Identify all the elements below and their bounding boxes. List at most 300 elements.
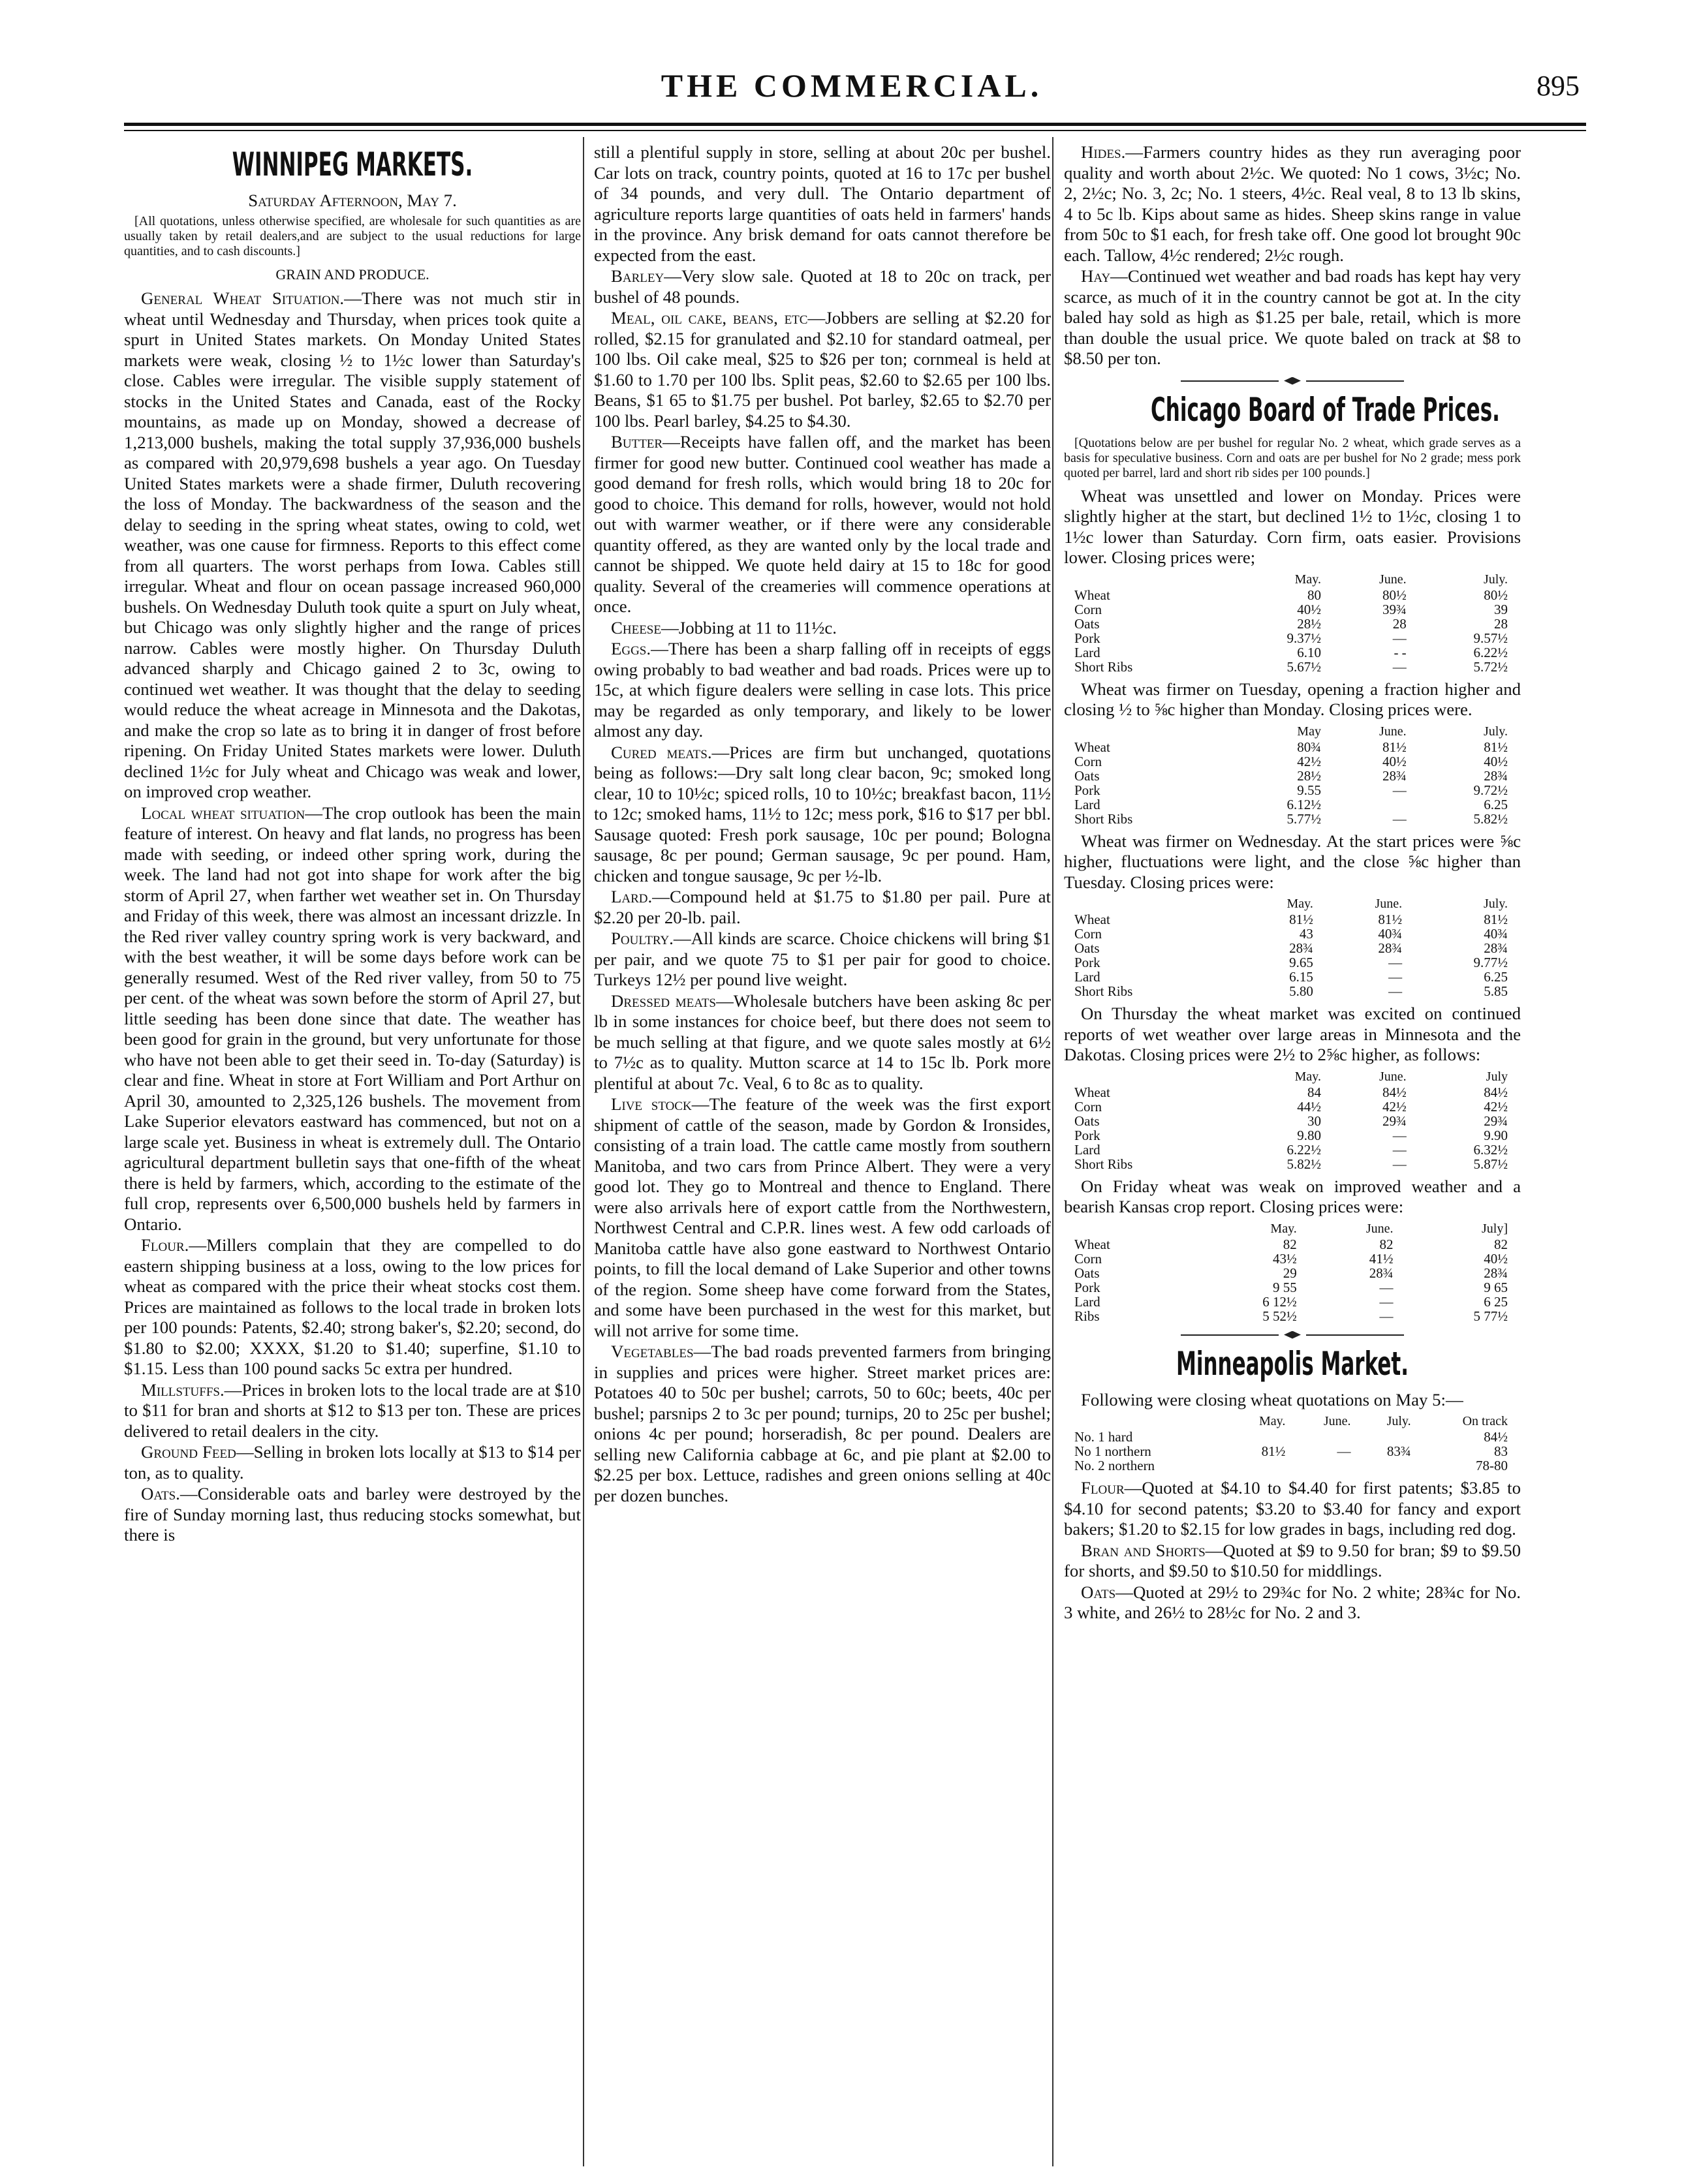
paragraph-lead: Ground Feed— [141,1442,254,1462]
column-divider-1 [583,137,584,2166]
article-paragraph [594,142,1051,266]
daily-report-text: Wheat was firmer on Tuesday, opening a fraction higher and closing ½ to ⅝c higher than Monday. Closing prices were. [1064,679,1521,719]
closing-prices-table [1070,572,1514,674]
row-label: Short Ribs [1074,810,1133,827]
paragraph-lead: Millstuffs.— [141,1379,242,1400]
col3-bottom-paragraphs [1064,1478,1521,1623]
price-cell: 82 [1494,1236,1508,1252]
price-cell: 28 [1494,615,1508,632]
column-header: July] [1482,1221,1508,1236]
article-paragraph [594,266,1051,307]
price-cell: 5.85 [1484,983,1508,999]
price-cell: 29¾ [1382,1113,1407,1129]
price-cell: 6.15 [1289,969,1313,985]
quotation-note: [All quotations, unless otherwise specified, are wholesale for such quantities as are usually taken by retail dealers,and are subject to the usual reductions for large quantities, and to cash discounts.] [124,213,581,258]
winnipeg-markets-heading: WINNIPEG MARKETS. [232,146,473,183]
column-header [1070,897,1233,912]
price-cell [1358,1458,1418,1473]
price-cell: 9 55 [1273,1279,1297,1295]
price-cell: 43 [1299,926,1313,942]
row-label: Corn [1074,753,1102,769]
price-cell: 40½ [1484,1250,1508,1267]
price-cell [1358,1430,1418,1444]
row-label: Pork [1074,630,1100,646]
paragraph-text: Very slow sale. Quoted at 18 to 20c on track, per bushel of 48 pounds. [594,266,1051,307]
section-divider [1064,1331,1521,1339]
row-label: Wheat [1074,912,1110,927]
row-label: Pork [1074,1279,1100,1295]
row-label: Oats [1074,940,1100,956]
price-cell: 9.80 [1297,1127,1321,1143]
price-cell [1292,1458,1357,1473]
price-cell: 5.80 [1289,983,1313,999]
article-paragraph [594,887,1051,928]
article-paragraph [1064,1478,1521,1540]
paragraph-lead: Barley— [611,266,681,286]
article-paragraph [594,929,1051,991]
minneapolis-quotation-table [1070,1414,1514,1473]
table-header-row [1070,1222,1514,1237]
table-row [1070,797,1514,812]
chicago-note: [Quotations below are per bushel for regular No. 2 wheat, which grade serves as a basis for speculative business. Corn and oats are per bushel for No 2 grade; mess pork quoted per barrel, lard and short rib sides per 100 pounds.] [1064,435,1521,480]
price-cell: — [1392,1156,1407,1172]
paragraph-text: Quoted at 29½ to 29¾c for No. 2 white; 28¾c for No. 3 white, and 26½ to 28½c for No. 2 and 3. [1064,1582,1521,1622]
column-header: July. [1483,897,1508,911]
row-label: Lard [1074,796,1100,812]
price-cell: 9.57½ [1473,630,1508,646]
price-cell: 5.67½ [1286,658,1321,675]
table-row [1070,1430,1514,1444]
price-cell [1292,1430,1357,1444]
price-cell: — [1392,1127,1407,1143]
article-paragraph [1064,142,1521,266]
paragraph-lead: Bran and Shorts— [1081,1540,1223,1560]
closing-prices-table [1070,724,1514,826]
price-cell: 41½ [1369,1250,1394,1267]
paragraph-lead: Hay— [1081,266,1128,286]
paragraph-lead: Cheese— [611,617,679,638]
price-cell: 28¾ [1289,940,1313,956]
column-3 [1064,142,1521,1624]
price-cell: 9.90 [1484,1127,1508,1143]
column-header: July. [1483,572,1508,587]
price-cell: 6.12½ [1286,796,1321,812]
row-label: Corn [1074,926,1102,942]
column-header: On track [1462,1414,1508,1428]
table-row [1070,740,1514,754]
daily-report-text: Wheat was unsettled and lower on Monday. Prices were slightly higher at the start, but declined 1½ to 1½c, closing 1 to 1½c lower than Saturday. Corn firm, oats easier. Provisions lower. Closing prices were; [1064,485,1521,567]
price-cell [1228,1430,1292,1444]
article-paragraph [594,639,1051,742]
price-cell: 40¾ [1378,926,1403,942]
table-header-row [1070,897,1514,912]
paragraph-lead: Local wheat situation— [141,803,322,823]
column-header: June. [1379,1069,1407,1084]
price-cell: 44½ [1297,1098,1321,1115]
price-cell: 82 [1283,1236,1297,1252]
price-cell: 81½ [1382,739,1407,755]
article-paragraph [594,1094,1051,1341]
paragraph-text: The bad roads prevented farmers from bringing in supplies and prices were higher. Street market prices are: Potatoes 40 to 50c per bushel; carrots, 50 to 60c; beets, 40c per bushel; parsnips 2 to 3c per pound; turnips, 20 to 25c per bushel; onions 4c per pound; horseradish, 8c per pound. Dealers are selling new California cabbage at 6c, and pie plant at $2.00 to $2.25 per box. Lettuce, radishes and green onions selling at 40c per dozen bunches. [594,1342,1051,1505]
column-header: June. [1375,897,1403,911]
publication-title: THE COMMERCIAL. [661,67,1043,104]
daily-report-text: On Thursday the wheat market was excited on continued reports of wet weather over large areas in Minnesota and the Dakotas. Closing prices were 2½ to 2⅝c higher, as follows: [1064,1004,1521,1064]
section-divider [1064,377,1521,385]
row-label: Pork [1074,955,1100,970]
price-cell [1328,797,1413,812]
row-label: Wheat [1074,1236,1110,1252]
price-cell: — [1392,782,1407,798]
price-cell: 28 [1392,615,1407,632]
price-cell: 83 [1494,1443,1508,1459]
article-paragraph [124,1442,581,1483]
price-cell: 29¾ [1484,1113,1508,1129]
article-paragraph [124,1484,581,1546]
table-row [1070,927,1514,941]
column-header: May [1297,724,1321,739]
price-cell: — [1392,630,1407,646]
row-label: Short Ribs [1074,1156,1133,1172]
column-header: June. [1365,1221,1394,1236]
row-label: No. 2 northern [1074,1458,1155,1473]
minneapolis-market-heading: Minneapolis Market. [1176,1344,1409,1383]
table-row [1070,1252,1514,1266]
row-label: No. 1 hard [1074,1429,1133,1445]
paragraph-lead: Oats.— [141,1484,198,1503]
paragraph-lead: Oats— [1081,1582,1133,1602]
price-cell: 81½ [1484,912,1508,927]
row-label: Pork [1074,782,1100,798]
table-row [1070,617,1514,631]
price-cell: 81½ [1261,1443,1286,1459]
column-header [1070,572,1226,588]
article-paragraph [1064,266,1521,369]
price-cell: 84½ [1382,1084,1407,1100]
paragraph-text: Quoted at $9 to 9.50 for bran; $9 to $9.50 for shorts, and $9.50 to $10.50 for middlings. [1064,1540,1521,1580]
paragraph-text: still a plentiful supply in store, selling at about 20c per bushel. Car lots on track, country points, quoted at 16 to 17c per bushel of 34 pounds, and very dull. The Ontario department of agriculture reports large quantities of oats held in farmers' hands in the province. Any brisk demand for oats cannot therefore be expected from the east. [594,142,1051,265]
paragraph-text: Prices in broken lots to the local trade are at $10 to $11 for bran and shorts at $12 to $13 per ton. These are prices delivered to retail dealers in the city. [124,1379,581,1441]
price-cell: — [1392,658,1407,675]
table-row [1070,1157,1514,1171]
paragraph-lead: Lard.— [611,887,670,906]
article-paragraph [124,288,581,803]
column-header: July. [1386,1414,1411,1428]
row-label: Wheat [1074,1084,1110,1100]
price-cell: 5.72½ [1473,658,1508,675]
table-row [1070,912,1514,927]
price-cell: 28¾ [1484,940,1508,956]
price-cell: 39 [1494,601,1508,617]
closing-prices-table [1070,1069,1514,1171]
table-header-row [1070,572,1514,588]
dateline: Saturday Afternoon, May 7. [248,191,457,210]
table-row [1070,955,1514,970]
paragraph-text: There was not much stir in wheat until Wednesday and Thursday, when prices took quite a spurt in United States markets. On Monday United States markets were weak, closing ½ to 1½c lower than Saturday's close. Cables were irregular. The visible supply statement of stocks in the United States and Canada, east of the Rocky mountains, as made up on Monday, showed a decrease of 1,213,000 bushels, making the total supply 37,936,000 bushels as compared with 20,979,698 bushels a year ago. On Tuesday United States markets were a shade firmer, Duluth recovering the loss of Monday. The backwardness of the season and the delay to seeding in the spring wheat states, owing to cold, wet weather, was one cause for firmness. Reports to this effect come from all quarters. The worst perhaps from Iowa. Cables still irregular. Wheat and flour on ocean passage increased 960,000 bushels. On Wednesday Duluth took quite a spurt on July wheat, but Chicago was only slightly higher and the range of prices narrow. Cables were mostly higher. On Thursday Duluth advanced sharply and Chicago gained 2 to 3c, owing to continued wet weather. It was thought that the delay to seeding would reduce the wheat acreage in Minnesota and the Dakotas, and make the crop so late as to bring it in danger of frost before ripening. On Friday United States markets were lower. Duluth declined 1½c for July wheat and Chicago was weak and lower, on improved crop weather. [124,288,581,801]
table-row [1070,754,1514,769]
price-cell: 6 12½ [1262,1293,1297,1310]
price-cell: — [1379,1308,1394,1324]
price-cell: — [1392,810,1407,827]
table-row [1070,941,1514,955]
price-cell: 40½ [1297,601,1321,617]
article-paragraph [594,991,1051,1094]
price-cell: 29 [1283,1265,1297,1281]
row-label: Ribs [1074,1308,1100,1324]
table-row [1070,970,1514,984]
article-paragraph [1064,1541,1521,1582]
paragraph-text: The crop outlook has been the main feature of interest. On heavy and flat lands, no progress has been made with seeding, or indeed other spring work, during the week. The land had not got into shape for work after the big storm of April 27, when farther wet weather set in. On Thursday and Friday of this week, there was almost an incessant drizzle. In the Red river valley country spring work is very backward, and with the best weather, it will be some days before work can be generally resumed. West of the Red river valley, from 50 to 75 per cent. of the wheat was sown before the storm of April 27, but little seeding has been done since that date. The weather has been good for grain in the ground, but very unfortunate for those who have not been able to get their seed in. To-day (Saturday) is clear and fine. Wheat in store at Fort William and Port Arthur on April 30, amounted to 2,325,126 bushels. The movement from Lake Superior elevators eastward has commenced, but not on a large scale yet. Business in wheat is extremely dull. The Ontario agricultural department bulletin says that one-fifth of the wheat there is held by farmers, which, according to the estimate of the full crop, represents over 6,500,000 bushels held by farmers in Ontario. [124,803,581,1234]
price-cell: 83¾ [1386,1443,1411,1459]
paragraph-lead: Poultry.— [611,929,691,948]
row-label: Corn [1074,1250,1102,1267]
price-cell: 84½ [1484,1084,1508,1100]
article-paragraph [124,1235,581,1379]
page-number: 895 [1536,70,1580,102]
table-row [1070,631,1514,645]
price-cell: 6.25 [1484,969,1508,985]
table-row [1070,812,1514,826]
price-cell: 9.55 [1297,782,1321,798]
col2-paragraphs [594,142,1051,1506]
column-header [1070,724,1226,740]
paragraph-lead: Meal, oil cake, beans, etc— [611,308,826,328]
price-cell: 40½ [1382,753,1407,769]
paragraph-text: Receipts have fallen off, and the market has been firmer for good new butter. Continued cool weather has made a good demand for fresh rolls, which would bring 18 to 20c for good to choice. This demand for rolls, however, would not hold out with warmer weather, or if there were any considerable quantity offered, as they are wanted only by the local trade and cannot be shipped. We quote held dairy at 15 to 18c for good quality. Several of the creameries will commence operations at once. [594,432,1051,616]
table-row [1070,984,1514,998]
masthead [124,67,1580,106]
row-label: Corn [1074,1098,1102,1115]
column-1 [124,142,581,1546]
price-cell: 28¾ [1382,767,1407,784]
column-header: June. [1379,572,1407,587]
paragraph-lead: Live stock— [611,1094,709,1114]
paragraph-text: Prices are firm but unchanged, quotations being as follows:—Dry salt long clear bacon, 9c; smoked long clear, 10 to 10½c; spiced rolls, 10 to 10½c; breakfast bacon, 11½ to 12c; smoked hams, 11½ to 12c; mess pork, $16 to $17 per bbl. Sausage quoted: Fresh pork sausage, 10c per pound; Bologna sausage, 8c per pound; German sausage, 9c per pound. Ham, chicken and tongue sausage, 9c per ½-lb. [594,742,1052,885]
column-header [1070,1414,1228,1430]
price-cell: 9.65 [1289,955,1313,970]
table-row [1070,1100,1514,1114]
row-label: No 1 northern [1074,1443,1151,1459]
row-label: Lard [1074,1293,1100,1310]
article-paragraph [1064,1582,1521,1623]
table-row [1070,1295,1514,1309]
column-2 [594,142,1051,1507]
price-cell: 84 [1307,1084,1321,1100]
chicago-daily-reports [1064,486,1521,1323]
table-row [1070,1309,1514,1323]
table-row [1070,602,1514,617]
row-label: Corn [1074,601,1102,617]
table-row [1070,769,1514,783]
price-cell: 28¾ [1484,767,1508,784]
minneapolis-intro: Following were closing wheat quotations on May 5:— [1081,1389,1463,1409]
column-header: May. [1259,1414,1286,1428]
column-header: July [1486,1069,1508,1084]
price-cell: 6.10 [1297,644,1321,660]
table-row [1070,588,1514,602]
column-header: June. [1379,724,1407,739]
price-cell: — [1388,983,1403,999]
paragraph-text: Quoted at $4.10 to $4.40 for first patents; $3.85 to $4.10 for second patents; $3.20 to $3.40 for fancy and export bakers; $1.20 to $2.15 for low grades in bags, including red dog. [1064,1478,1521,1539]
price-cell: 28¾ [1484,1265,1508,1281]
price-cell: 6.32½ [1473,1141,1508,1158]
price-cell: 5 77½ [1473,1308,1508,1324]
column-header: May. [1270,1221,1297,1236]
table-header-row [1070,1414,1514,1430]
column-header: May. [1286,897,1313,911]
paragraph-text: Wholesale butchers have been asking 8c per lb in some instances for choice beef, but there does not seem to be much selling at that figure, and we quote sales mostly at 6½ to 7½c as to quality. Mutton scarce at 14 to 15c lb. Pork more plentiful at about 7c. Veal, 6 to 8c as to quality. [594,991,1051,1093]
table-row [1070,1237,1514,1252]
price-cell: 42½ [1382,1098,1407,1115]
price-cell: 9.72½ [1473,782,1508,798]
article-paragraph [594,1342,1051,1506]
price-cell [1228,1458,1292,1473]
paragraph-lead: Cured meats.— [611,742,730,762]
paragraph-lead: Butter— [611,432,680,452]
paragraph-text: Jobbers are selling at $2.20 for rolled, $2.15 for granulated and $2.10 for standard oatmeal, per 100 lbs. Oil cake meal, $25 to $26 per ton; cornmeal is held at $1.60 to 1.70 per 100 lbs. Split peas, $2.60 to $2.65 per 100 lbs. Beans, $1 65 to $1.75 per bushel. Pot barley, $2.65 to $2.70 per 100 lbs. Pearl barley, $4.25 to $4.30. [594,308,1051,431]
price-cell: — [1379,1279,1394,1295]
row-label: Short Ribs [1074,983,1133,999]
paragraph-text: There has been a sharp falling off in receipts of eggs owing probably to bad weather and bad roads. Prices were up to 15c, at which figure dealers were selling in case lots. This price may be regarded as only temporary, and likely to be lower almost any day. [594,639,1051,741]
price-cell: 5.77½ [1286,810,1321,827]
price-cell: — [1337,1443,1351,1459]
price-cell: — [1388,969,1403,985]
table-row [1070,1128,1514,1143]
table-row [1070,1458,1514,1473]
price-cell: 6.25 [1484,796,1508,812]
price-cell: 39¾ [1382,601,1407,617]
price-cell: 28½ [1297,615,1321,632]
price-cell: 84½ [1484,1429,1508,1445]
table-row [1070,1280,1514,1295]
price-cell: 81½ [1289,912,1313,927]
price-cell: 28½ [1297,767,1321,784]
paragraph-lead: Flour— [1081,1478,1142,1498]
price-cell: 30 [1307,1113,1321,1129]
price-cell: 78-80 [1476,1458,1508,1473]
paragraph-lead: General Wheat Situation.— [141,288,362,308]
row-label: Wheat [1074,739,1110,755]
column-header [1070,1069,1226,1085]
row-label: Lard [1074,1141,1100,1158]
col1-paragraphs [124,288,581,1546]
table-row [1070,1143,1514,1157]
price-cell: 28¾ [1378,940,1403,956]
paragraph-text: Considerable oats and barley were destroyed by the fire of Sunday morning last, thus reducing stocks somewhat, but there is [124,1484,581,1545]
price-cell: 80½ [1484,587,1508,603]
price-cell: 5.82½ [1286,1156,1321,1172]
price-cell: — [1388,955,1403,970]
price-cell: 81½ [1378,912,1403,927]
paragraph-lead: Dressed meats— [611,991,734,1011]
price-cell: 43½ [1273,1250,1297,1267]
price-cell: 9.37½ [1286,630,1321,646]
table-row [1070,783,1514,797]
paragraph-text: Farmers country hides as they run averaging poor quality and worth about 2½c. We quoted: No 1 cows, 3½c; No. 2, 2½c; No. 3, 2c; No. 1 steers, 4½c. Real veal, 8 to 13 lb skins, 4 to 5c lb. Kips about same as hides. Sheep skins range in value from 50c to $1 each, for fresh take off. One good lot brought 90c each. Tallow, 4½c rendered; 2½c rough. [1064,142,1521,265]
table-row [1070,660,1514,674]
article-paragraph [594,432,1051,617]
price-cell: 81½ [1484,739,1508,755]
price-cell: — [1392,1141,1407,1158]
price-cell: 5.87½ [1473,1156,1508,1172]
column-header: May. [1294,1069,1321,1084]
daily-report-text: On Friday wheat was weak on improved weather and a bearish Kansas crop report. Closing prices were: [1064,1176,1521,1216]
price-cell: 6.22½ [1473,644,1508,660]
paragraph-lead: Flour.— [141,1235,207,1255]
chicago-board-heading: Chicago Board of Trade Prices. [1151,390,1500,429]
column-header [1070,1222,1189,1237]
row-label: Oats [1074,767,1100,784]
paragraph-text: Jobbing at 11 to 11½c. [678,617,837,638]
table-row [1070,1266,1514,1280]
row-label: Oats [1074,1265,1100,1281]
paragraph-text: All kinds are scarce. Choice chickens will bring $1 per pair, and we quote 75 to $1 per pair for good to choice. Turkeys 12½ per pound live weight. [594,929,1051,989]
article-paragraph [124,803,581,1235]
closing-prices-table [1070,897,1514,998]
price-cell: 9 65 [1484,1279,1508,1295]
price-cell: 6 25 [1484,1293,1508,1310]
row-label: Pork [1074,1127,1100,1143]
grain-produce-subhead: GRAIN AND PRODUCE. [275,266,429,283]
row-label: Lard [1074,969,1100,985]
row-label: Oats [1074,615,1100,632]
row-label: Oats [1074,1113,1100,1129]
price-cell: 42½ [1484,1098,1508,1115]
paragraph-text: Continued wet weather and bad roads has kept hay very scarce, as much of it in the country cannot be got at. In the city baled hay sold as high as $1.25 per bale, retail, which is more than double the usual price. We quote baled on track at $8 to $8.50 per ton. [1064,266,1521,368]
table-header-row [1070,1069,1514,1085]
paragraph-lead: Hides.— [1081,142,1144,162]
price-cell: 5 52½ [1262,1308,1297,1324]
table-header-row [1070,724,1514,740]
article-paragraph [594,618,1051,639]
column-header: July. [1483,724,1508,739]
article-paragraph [124,1380,581,1442]
price-cell: 9.77½ [1473,955,1508,970]
price-cell: 6.22½ [1286,1141,1321,1158]
table-row [1070,1085,1514,1100]
price-cell: 40½ [1484,753,1508,769]
price-cell: — [1379,1293,1394,1310]
row-label: Short Ribs [1074,658,1133,675]
price-cell: 80¾ [1297,739,1321,755]
row-label: Lard [1074,644,1100,660]
paragraph-lead: Eggs.— [611,639,668,658]
price-cell: 5.82½ [1473,810,1508,827]
row-label: Wheat [1074,587,1110,603]
col3-top-paragraphs [1064,142,1521,369]
table-row [1070,1444,1514,1458]
price-cell: 80 [1307,587,1321,603]
price-cell: 28¾ [1369,1265,1394,1281]
header-rule-thick [124,123,1586,126]
header-rule-thin [124,130,1586,131]
price-cell: - - [1394,644,1407,660]
price-cell: 82 [1379,1236,1394,1252]
table-row [1070,645,1514,660]
price-cell: 42½ [1297,753,1321,769]
article-paragraph [594,308,1051,431]
price-cell: 80½ [1382,587,1407,603]
paragraph-text: Compound held at $1.75 to $1.80 per pail. Pure at $2.20 per 20-lb. pail. [594,887,1051,927]
paragraph-lead: Vegetables— [611,1342,711,1361]
price-cell: 40¾ [1484,926,1508,942]
table-row [1070,1114,1514,1128]
paragraph-text: Selling in broken lots locally at $13 to $14 per ton, as to quality. [124,1442,582,1483]
daily-report-text: Wheat was firmer on Wednesday. At the start prices were ⅝c higher, fluctuations were light, and the close ⅝c higher than Tuesday. Closing prices were: [1064,831,1521,892]
closing-prices-table [1070,1222,1514,1323]
paragraph-text: Millers complain that they are compelled to do eastern shipping business at a loss, owing to the low prices for wheat as compared with the price their wheat stocks cost them. Prices are maintained as follows to the local trade in broken lots per 100 pounds: Patents, $2.40; strong baker's, $2.20; second, do $1.80 to $2.00; XXXX, $1.20 to $1.40; superfine, $1.10 to $1.15. Less than 100 pound sacks 5c extra per hundred. [124,1235,581,1378]
paragraph-text: The feature of the week was the first export shipment of cattle of the season, made by Gordon & Ironsides, consisting of a train load. The cattle came mostly from southern Manitoba, and two cars from Prince Albert. They were a very good lot. They go to Montreal and thence to England. There were also arrivals here of export cattle from the Northwestern, Northwest Central and C.P.R. lines west. A few odd carloads of Manitoba cattle have also gone eastward to Northwest Ontario points, to fill the local demand of Lake Superior and other towns of the region. Some sheep have come forward from the States, and some have been purchased in the west for this market, but will not arrive for some time. [594,1094,1051,1340]
column-header: June. [1323,1414,1351,1428]
